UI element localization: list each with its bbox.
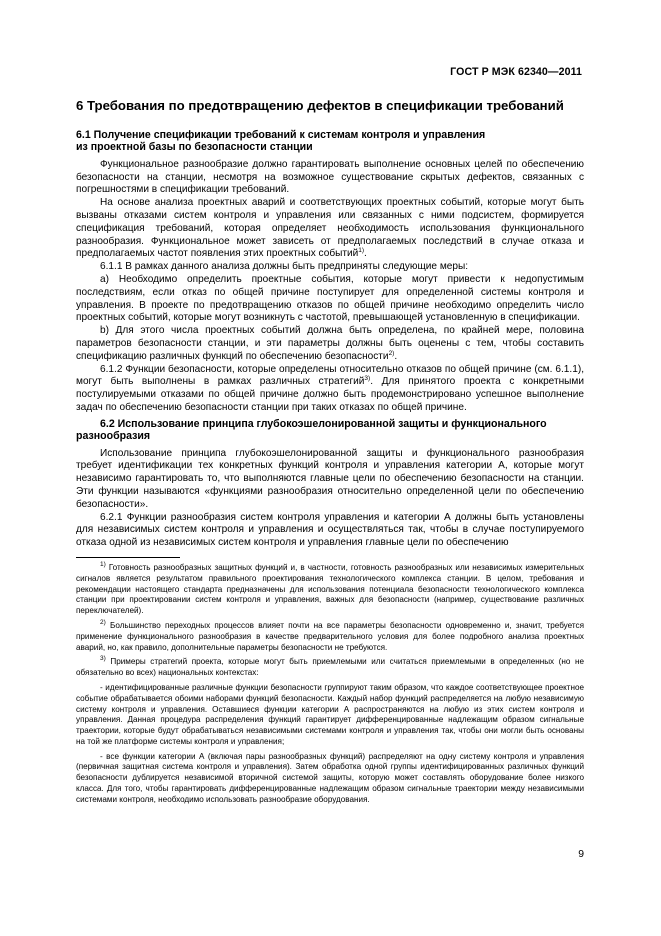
- paragraph-6-2-1: 6.2.1 Функции разнообразия систем контроля управления и категории А должны быть установлены для независимых систем контроля и управления и осуществляться так, чтобы в случае поступируемого отказа одной из независимых систем контроля и управления главные цели по обеспечению: [76, 511, 584, 549]
- footnote-3-strategy-b: - все функции категории А (включая пары разнообразных функций) распределяют на одну систему контроля и управления (первичная защитная система контроля и управления). Затем обработка одной группы идентифицированных различных функций безопасности дублируется независимой вторичной системой защиты, которую может составлять оборудование более низкого класса. Для того, чтобы гарантировать дифференцированные надлежащим образом сигнальные траектории между независимыми системами контроля, необходимо использовать разнообразие оборудования.: [76, 751, 584, 804]
- subsection-6-1-title-line2: из проектной базы по безопасности станции: [76, 141, 313, 154]
- paragraph-end: .: [394, 350, 398, 362]
- paragraph-6-1-analysis: [76, 197, 584, 261]
- footnote-divider: [76, 557, 180, 558]
- paragraph-6-2-intro: Использование принципа глубокоэшелонированной защиты и функционального разнообразия требует идентификации тех конкретных функций контроля и управления категории А, которые могут независимо гарантировать то, что выполняются главные цели по обеспечению безопасности на станции. Эти функции называются «функциями разнообразия относительно определенной цели по обеспечению безопасности».: [76, 447, 584, 510]
- paragraph-6-1-1: 6.1.1 В рамках данного анализа должны быть предприняты следующие меры:: [100, 261, 469, 273]
- footnote-ref-1: 1): [358, 247, 365, 255]
- footnote-mark-2: 2): [100, 618, 106, 626]
- footnote-1: [76, 560, 584, 617]
- subsection-6-2-title: 6.2 Использование принципа глубокоэшелонированной защиты и функционального разнообразия: [76, 417, 547, 443]
- paragraph-text: На основе анализа проектных аварий и соответствующих проектных событий, которые могут быть вызваны отказами систем контроля и управления или связанных с ними подсистем, формируется спецификация требований, которая определяет необходимость использования функционального разнообразия. Функциональное может зависеть от предполагаемых последствий в случае отказа и предполагаемых частот появления этих проектных событий: [76, 197, 584, 260]
- paragraph-text: b) Для этого числа проектных событий должна быть определена, по крайней мере, половина параметров безопасности станции, и эти параметры должны быть оценены с тем, чтобы составить спецификацию различных функций по обеспечению безопасности: [76, 325, 584, 362]
- page-content: [76, 98, 584, 810]
- footnote-3-text: Примеры стратегий проекта, которые могут быть приемлемыми или считаться приемлемыми в определенных (но не обязательно во всех) национальных контекстах:: [76, 657, 584, 678]
- footnote-ref-3: 3): [364, 375, 371, 383]
- footnote-mark-1: 1): [100, 560, 106, 568]
- paragraph-6-1-intro: Функциональное разнообразие должно гарантировать выполнение основных целей по обеспечению безопасности на станции, несмотря на возможное существование скрытых дефектов, связанных с погрешностями в спецификации требований.: [76, 158, 584, 196]
- paragraph-6-1-1-a: a) Необходимо определить проектные события, которые могут привести к недопустимым последствиям, если отказ по общей причине поступирует для определенной системы контроля и управления. В проекте по предотвращению отказов по общей причине необходимо определить число проектных событий, которые могут возникнуть с частотой, превышающей установленную в спецификации.: [76, 273, 584, 324]
- subsection-6-1-title-line1: 6.1 Получение спецификации требований к системам контроля и управления: [76, 129, 486, 141]
- paragraph-end: . Для принятого проекта с конкретными постулируемыми отказами по общей причине должно быть продемонстрировано успешное выполнение задач по обеспечению безопасности станции при таких отказах по общей причине.: [76, 376, 584, 413]
- section-title: 6 Требования по предотвращению дефектов в спецификации требований: [76, 98, 564, 113]
- footnote-ref-2: 2): [388, 349, 395, 357]
- paragraph-6-1-1-b: [76, 325, 584, 363]
- footnote-3-strategy-a: - идентифицированные различные функции безопасности группируют таким образом, что каждое соответствующее проектное событие обрабатывается обоими наборами функций безопасности. Каждый набор функций распределяется на любую независимую систему контроля и управления. Оставшиеся функции категории А распространяются на любую из этих систем контроля и управления. Данная процедура распределения функций гарантирует дифференцированные надлежащим образом сигнальные траектории, которые будут обрабатываться независимыми системами контроля и управления так, чтобы они могли быть основаны на той же платформе системы контроля и управления;: [76, 682, 584, 746]
- standard-code-header: ГОСТ Р МЭК 62340—2011: [450, 66, 582, 78]
- footnote-3: [76, 657, 584, 679]
- footnote-mark-3: 3): [100, 655, 106, 663]
- footnote-2-text: Большинство переходных процессов влияет почти на все параметры безопасности одновременно и, значит, требуется применение функционального разнообразия в качестве предварительного условия для более подробного анализа проектных аварий, но, как правило, дополнительные параметры безопасности не требуются.: [76, 620, 584, 652]
- subsection-6-1-title: [76, 129, 584, 154]
- footnote-2: [76, 618, 584, 653]
- footnote-1-text: Готовность разнообразных защитных функций и, в частности, готовность разнообразных или независимых измерительных сигналов является результатом правильного проектирования технологического комплекса станции. В целом, требования и рекомендации настоящего стандарта предназначены для использования потенциала безопасности технологического комплекса станции при проектировании систем контроля и управления, важных для безопасности (например, существование различных переключателей).: [76, 562, 584, 616]
- paragraph-6-1-2: [76, 364, 584, 415]
- page-number: 9: [578, 849, 584, 860]
- paragraph-text: 6.1.2 Функции безопасности, которые определены относительно отказов по общей причине (см. 6.1.1), могут быть выполнены в рамках различных стратегий: [76, 363, 584, 388]
- footnotes: [76, 560, 584, 806]
- paragraph-end: .: [364, 248, 367, 260]
